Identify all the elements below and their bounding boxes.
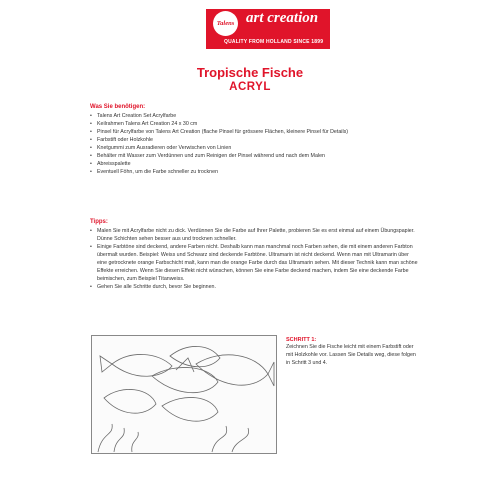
brand-tagline: QUALITY FROM HOLLAND SINCE 1899: [224, 39, 324, 45]
list-item: • Knetgummi zum Ausradieren oder Verwischen von Linien: [90, 144, 420, 152]
fish-fin: [176, 358, 194, 372]
list-item: • Einige Farbtöne sind deckend, andere Farben nicht. Deshalb kann man manchmal noch Farben sehen, die mit einem anderen Farbton übermalt wurden. Beispiel: Weiss und Schwarz sind deckende Farbtöne. Ultramarin ist nicht deckend. Wenn man mit Ultramarin über eine getrocknete orange Farbschicht malt, kann man die orange Farbe durch das Ultramarin sehen. Mit dieser Technik kann man schöne Effekte erreichen. Wenn Sie diesen Effekt nicht wünschen, können Sie eine Farbe deckend machen, indem Sie eine deckende Farbe beimischen, zum Beispiel Titanweiss.: [90, 243, 420, 283]
fish-outline: [112, 354, 172, 376]
step1-text: Zeichnen Sie die Fische leicht mit einem Farbstift oder mit Holzkohle vor. Lassen Sie Details weg, diese folgen in Schritt 3 und 4.: [286, 344, 416, 366]
coral: [212, 426, 249, 452]
tips-list: [90, 227, 420, 291]
talens-logo: Talens: [213, 11, 238, 36]
fish-outline: [196, 355, 268, 385]
materials-list: [90, 112, 420, 176]
page-title: Tropische Fische: [196, 65, 304, 80]
brand-name: art creation: [246, 10, 319, 26]
list-item: • Behälter mit Wasser zum Verdünnen und zum Reinigen der Pinsel während und nach dem Malen: [90, 152, 420, 160]
fish-tail: [268, 362, 274, 386]
fish-outline: [152, 367, 218, 392]
list-item: • Keilrahmen Talens Art Creation 24 x 30 cm: [90, 120, 420, 128]
tips-heading: Tipps:: [90, 219, 108, 225]
page-subtitle: ACRYL: [229, 81, 271, 93]
step1-heading: SCHRITT 1:: [286, 337, 317, 343]
brand-header: [0, 0, 500, 60]
list-item: • Farbstift oder Holzkohle: [90, 136, 420, 144]
fish-sketch-image: [91, 335, 277, 454]
fish-outline: [162, 397, 218, 421]
list-item: • Gehen Sie alle Schritte durch, bevor Sie beginnen.: [90, 283, 420, 291]
fish-outline: [104, 389, 156, 413]
list-item: • Pinsel für Acrylfarbe von Talens Art Creation (flache Pinsel für grössere Flächen, kleinere Pinsel für Details): [90, 128, 420, 136]
list-item: • Eventuell Föhn, um die Farbe schneller zu trocknen: [90, 168, 420, 176]
list-item: • Malen Sie mit Acrylfarbe nicht zu dick. Verdünnen Sie die Farbe auf Ihrer Palette, probieren Sie es erst einmal auf einem Übungspapier. Dünne Schichten sehen besser aus und trocknen schneller.: [90, 227, 420, 243]
materials-heading: Was Sie benötigen:: [90, 104, 146, 110]
list-item: • Abreisspalette: [90, 160, 420, 168]
coral: [98, 424, 138, 452]
fish-tail: [100, 356, 112, 372]
list-item: • Talens Art Creation Set Acrylfarbe: [90, 112, 420, 120]
